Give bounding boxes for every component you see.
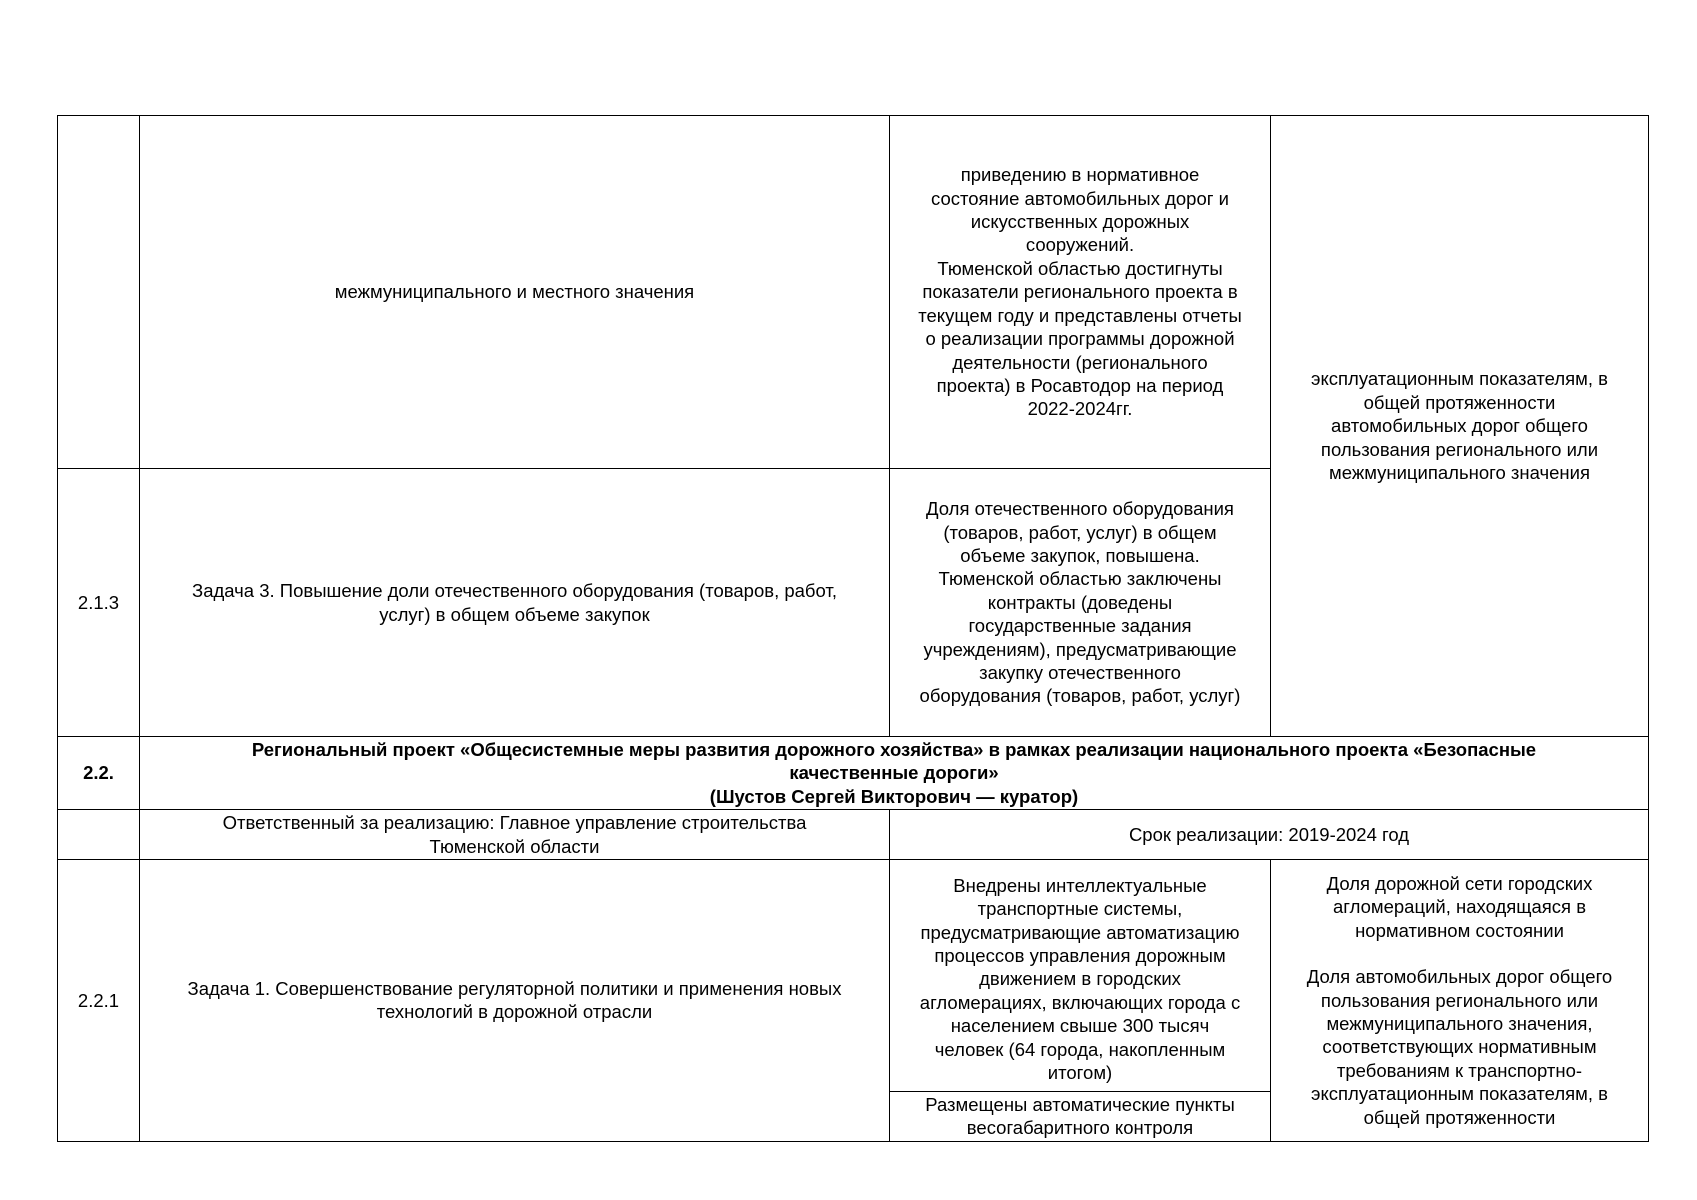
activity-table xyxy=(57,115,1649,1142)
row-number-cell xyxy=(58,810,140,860)
responsible-cell: Ответственный за реализацию: Главное управление строительства Тюменской области xyxy=(140,810,890,860)
result-cell: приведению в нормативное состояние автомобильных дорог и искусственных дорожных сооружений. Тюменской областью достигнуты показатели регионального проекта в текущем году и представлены отчеты о реализации программы дорожной деятельности (регионального проекта) в Росавтодор на период 2022-2024гг. xyxy=(890,116,1271,469)
result-cell: Внедрены интеллектуальные транспортные системы, предусматривающие автоматизацию процессов управления дорожным движением в городских агломерациях, включающих города с населением свыше 300 тысяч человек (64 города, накопленным итогом) xyxy=(890,860,1271,1092)
task-cell: Задача 1. Совершенствование регуляторной политики и применения новых технологий в дорожной отрасли xyxy=(140,860,890,1142)
project-title-cell: Региональный проект «Общесистемные меры развития дорожного хозяйства» в рамках реализации национального проекта «Безопасные качественные дороги» (Шустов Сергей Викторович — куратор) xyxy=(140,737,1649,810)
task-cell: межмуниципального и местного значения xyxy=(140,116,890,469)
row-number-cell: 2.1.3 xyxy=(58,469,140,737)
task-cell: Задача 3. Повышение доли отечественного оборудования (товаров, работ, услуг) в общем объеме закупок xyxy=(140,469,890,737)
table-row-continuation xyxy=(58,116,1649,469)
row-number-cell: 2.2. xyxy=(58,737,140,810)
table-row-responsible xyxy=(58,810,1649,860)
indicator-cell: эксплуатационным показателям, в общей протяженности автомобильных дорог общего пользования регионального или межмуниципального значения xyxy=(1271,116,1649,737)
table-row-2-2-1 xyxy=(58,860,1649,1092)
result-cell: Размещены автоматические пункты весогабаритного контроля xyxy=(890,1092,1271,1142)
deadline-cell: Срок реализации: 2019-2024 год xyxy=(890,810,1649,860)
indicator-cell: Доля дорожной сети городских агломераций, находящаяся в нормативном состоянии Доля автомобильных дорог общего пользования регионального или межмуниципального значения, соответствующих нормативным требованиям к транспортно- эксплуатационным показателям, в общей протяженности xyxy=(1271,860,1649,1142)
row-number-cell: 2.2.1 xyxy=(58,860,140,1142)
table-row-project-2-2 xyxy=(58,737,1649,810)
result-cell: Доля отечественного оборудования (товаров, работ, услуг) в общем объеме закупок, повышена. Тюменской областью заключены контракты (доведены государственные задания учреждениям), предусматривающие закупку отечественного оборудования (товаров, работ, услуг) xyxy=(890,469,1271,737)
row-number-cell xyxy=(58,116,140,469)
